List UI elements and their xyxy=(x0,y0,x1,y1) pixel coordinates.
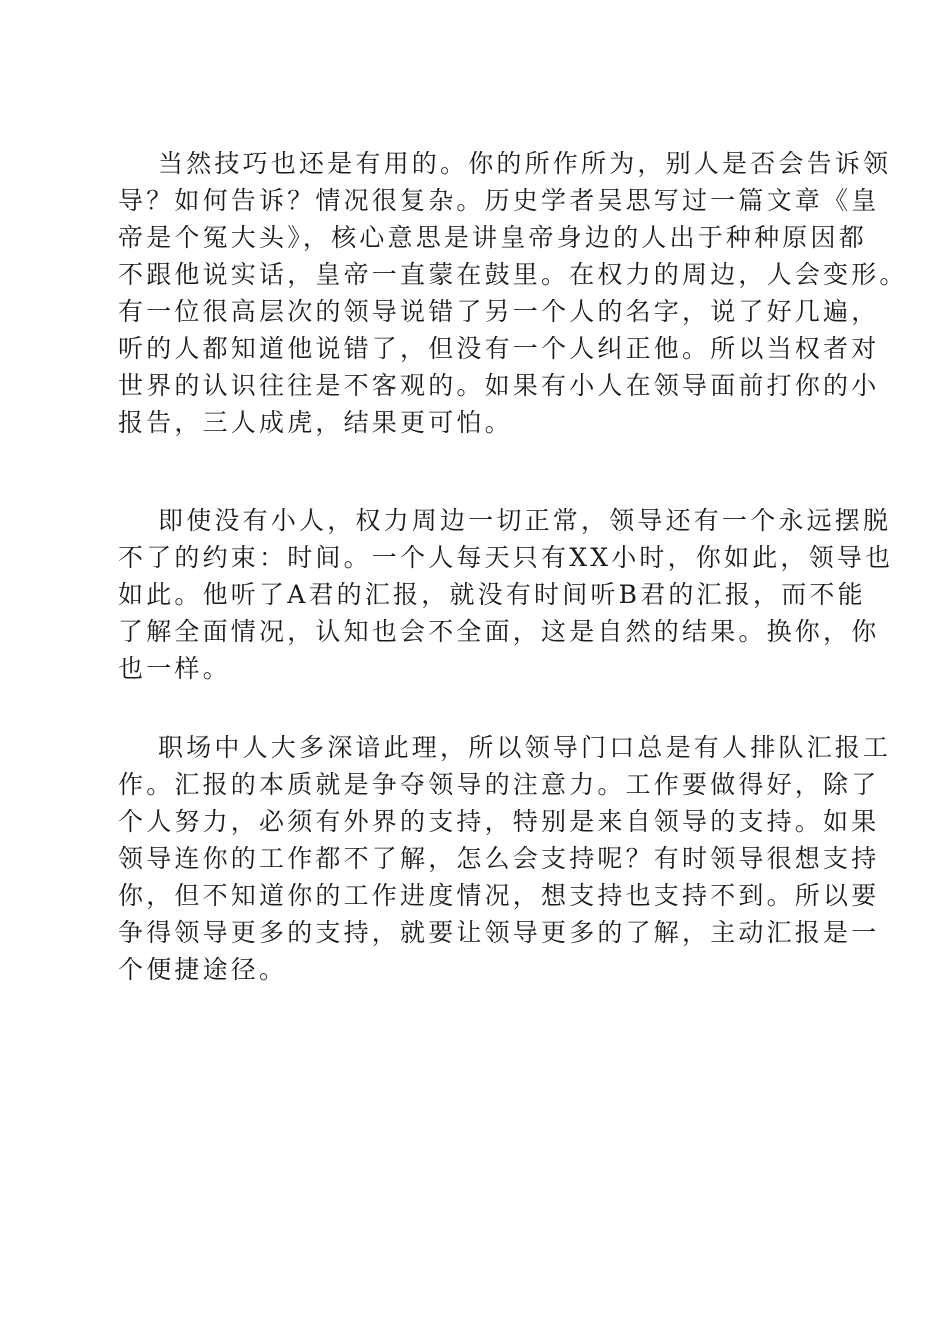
text-line: 个人努力，必须有外界的支持，特别是来自领导的支持。如果 xyxy=(118,807,880,836)
text-line: 报告，三人成虎，结果更可怕。 xyxy=(118,408,513,437)
text-line: 帝是个冤大头》，核心意思是讲皇帝身边的人出于种种原因都 xyxy=(118,223,867,252)
text-line: 你，但不知道你的工作进度情况，想支持也支持不到。所以要 xyxy=(118,881,880,910)
text-line: 不了的约束：时间。一个人每天只有XX小时，你如此，领导也 xyxy=(118,543,894,572)
text-line: 不跟他说实话，皇帝一直蒙在鼓里。在权力的周边，人会变形。 xyxy=(118,260,908,289)
text-line: 世界的认识往往是不客观的。如果有小人在领导面前打你的小 xyxy=(118,371,880,400)
text-line: 争得领导更多的支持，就要让领导更多的了解，主动汇报是一 xyxy=(118,918,880,947)
text-line: 导？如何告诉？情况很复杂。历史学者吴思写过一篇文章《皇 xyxy=(118,186,880,215)
text-line: 也一样。 xyxy=(118,654,231,683)
text-line: 领导连你的工作都不了解，怎么会支持呢？有时领导很想支持 xyxy=(118,844,880,873)
text-line: 职场中人大多深谙此理，所以领导门口总是有人排队汇报工 xyxy=(158,733,892,762)
text-line: 个便捷途径。 xyxy=(118,955,288,984)
text-line: 作。汇报的本质就是争夺领导的注意力。工作要做得好，除了 xyxy=(118,770,880,799)
text-line: 当然技巧也还是有用的。你的所作所为，别人是否会告诉领 xyxy=(158,149,892,178)
text-line: 有一位很高层次的领导说错了另一个人的名字，说了好几遍， xyxy=(118,297,880,326)
text-line: 听的人都知道他说错了，但没有一个人纠正他。所以当权者对 xyxy=(118,334,880,363)
text-line: 即使没有小人，权力周边一切正常，领导还有一个永远摆脱 xyxy=(158,506,892,535)
text-line: 了解全面情况，认知也会不全面，这是自然的结果。换你，你 xyxy=(118,617,880,646)
text-line: 如此。他听了A君的汇报，就没有时间听B君的汇报，而不能 xyxy=(118,580,866,609)
